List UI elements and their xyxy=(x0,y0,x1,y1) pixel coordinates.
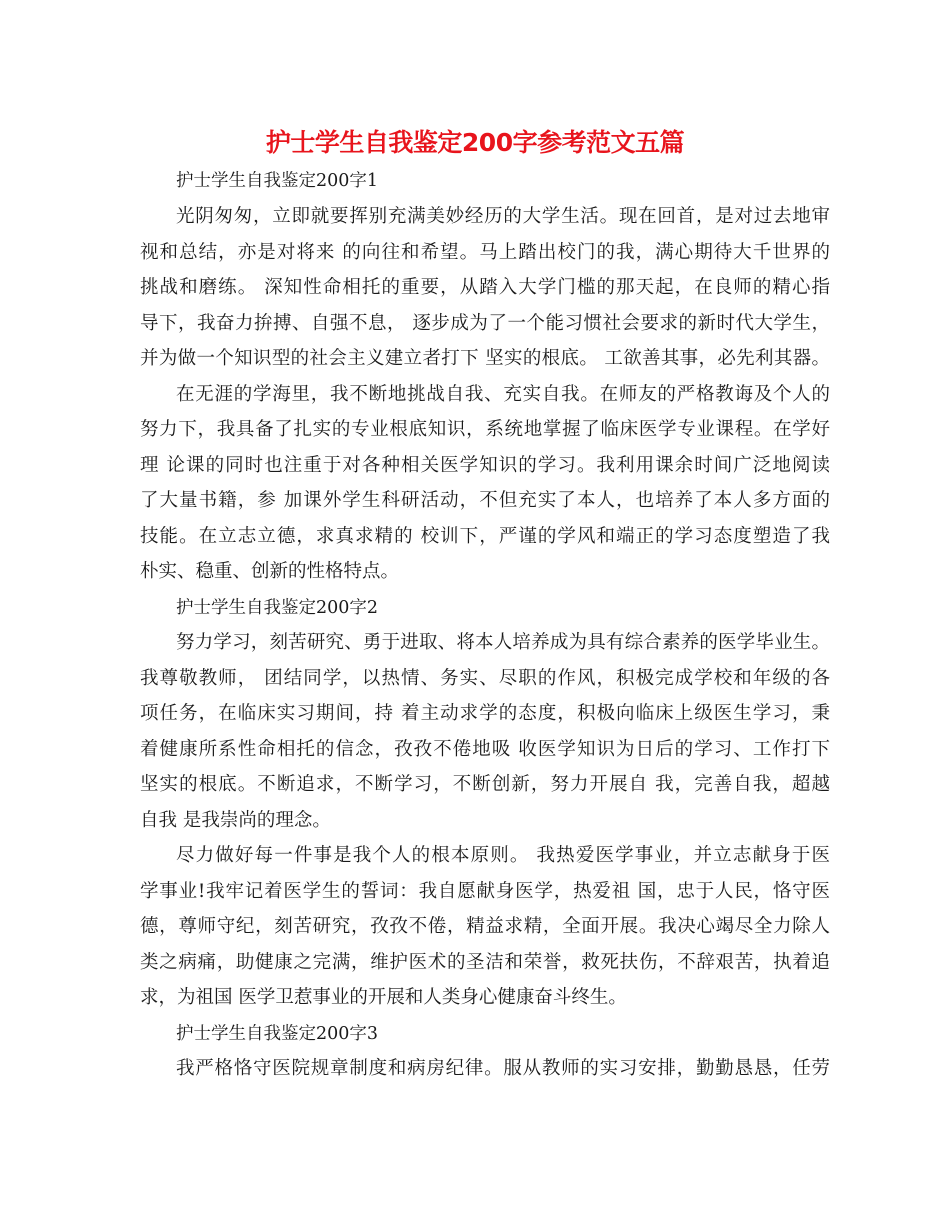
paragraph-line: 并为做一个知识型的社会主义建立者打下 坚实的根底。 工欲善其事，必先利其器。 xyxy=(140,348,830,369)
paragraph-line: 尽力做好每一件事是我个人的根本原则。 我热爱医学事业，并立志献身于医 xyxy=(176,845,830,866)
section-heading: 护士学生自我鉴定200字3 xyxy=(176,1024,379,1044)
paragraph-line: 在无涯的学海里，我不断地挑战自我、充实自我。在师友的严格教诲及个人的 xyxy=(176,384,830,405)
paragraph-line: 自我 是我崇尚的理念。 xyxy=(140,810,331,831)
section-heading: 护士学生自我鉴定200字2 xyxy=(176,598,379,618)
paragraph-line: 求，为祖国 医学卫惹事业的开展和人类身心健康奋斗终生。 xyxy=(140,987,627,1008)
paragraph-line: 视和总结，亦是对将来 的向往和希望。马上踏出校门的我，满心期待大千世界的 xyxy=(140,242,830,263)
section-heading: 护士学生自我鉴定200字1 xyxy=(176,171,379,191)
paragraph-line: 努力学习，刻苦研究、勇于进取、将本人培养成为具有综合素养的医学毕业生。 xyxy=(176,632,830,653)
paragraph-line: 技能。在立志立德，求真求精的 校训下，严谨的学风和端正的学习态度塑造了我 xyxy=(140,526,830,547)
paragraph-line: 挑战和磨练。 深知性命相托的重要，从踏入大学门槛的那天起，在良师的精心指 xyxy=(140,277,830,298)
paragraph-line: 我严格恪守医院规章制度和病房纪律。服从教师的实习安排，勤勤恳恳，任劳 xyxy=(176,1058,830,1079)
paragraph-line: 德，尊师守纪，刻苦研究，孜孜不倦，精益求精，全面开展。我决心竭尽全力除人 xyxy=(140,916,830,937)
paragraph-line: 项任务，在临床实习期间，持 着主动求学的态度，积极向临床上级医生学习，秉 xyxy=(140,703,830,724)
paragraph-line: 导下，我奋力拚搏、自强不息， 逐步成为了一个能习惯社会要求的新时代大学生， xyxy=(140,313,830,334)
paragraph-line: 我尊敬教师， 团结同学，以热情、务实、尽职的作风，积极完成学校和年级的各 xyxy=(140,668,830,689)
document-title: 护士学生自我鉴定200字参考范文五篇 xyxy=(265,128,685,157)
paragraph-line: 了大量书籍，参 加课外学生科研活动，不但充实了本人，也培养了本人多方面的 xyxy=(140,490,830,511)
paragraph-line: 努力下，我具备了扎实的专业根底知识，系统地掌握了临床医学专业课程。在学好 xyxy=(140,419,830,440)
paragraph-line: 光阴匆匆，立即就要挥别充满美妙经历的大学生活。现在回首，是对过去地审 xyxy=(176,206,830,227)
paragraph-line: 类之病痛，助健康之完满，维护医术的圣洁和荣誉，救死扶伤，不辞艰苦，执着追 xyxy=(140,952,830,973)
paragraph-line: 朴实、稳重、创新的性格特点。 xyxy=(140,561,400,582)
paragraph-line: 坚实的根底。不断追求，不断学习，不断创新，努力开展自 我，完善自我，超越 xyxy=(140,774,830,795)
paragraph-line: 着健康所系性命相托的信念，孜孜不倦地吸 收医学知识为日后的学习、工作打下 xyxy=(140,739,830,760)
paragraph-line: 理 论课的同时也注重于对各种相关医学知识的学习。我利用课余时间广泛地阅读 xyxy=(140,455,830,476)
paragraph-line: 学事业!我牢记着医学生的誓词：我自愿献身医学，热爱祖 国，忠于人民，恪守医 xyxy=(140,881,830,902)
